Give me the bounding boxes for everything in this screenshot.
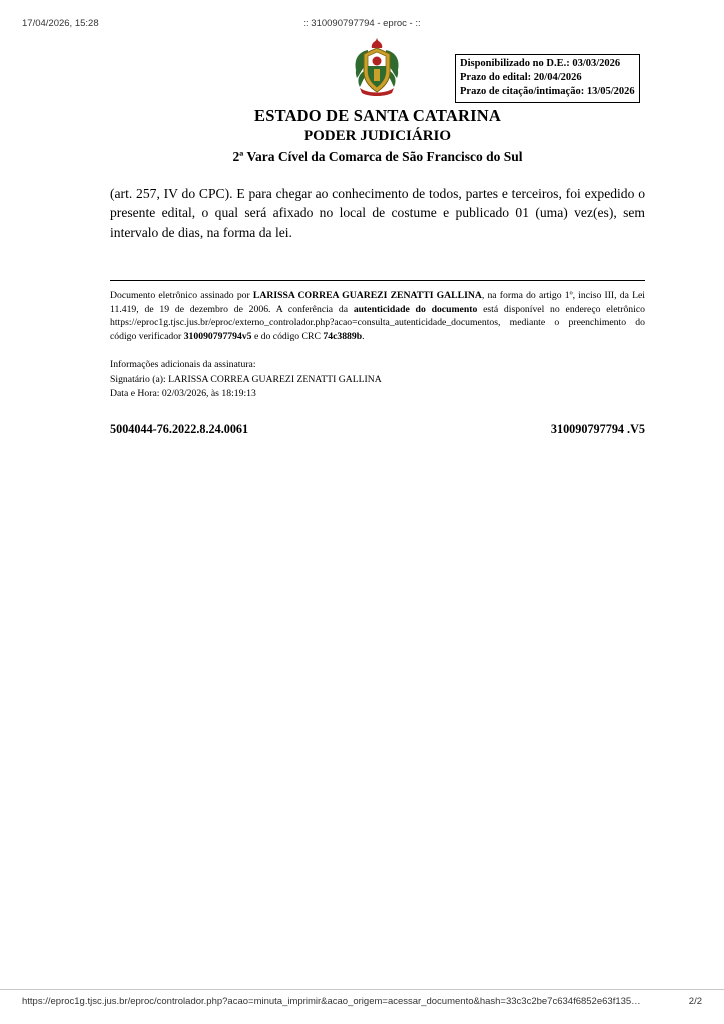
body-paragraph: (art. 257, IV do CPC). E para chegar ao conhecimento de todos, partes e terceiros, foi expedido o presente edital, o qual será afixado no local de costume e publicado 01 (uma) vez(es), sem intervalo de dias, na forma da lei. [110, 186, 645, 240]
info-box-label-disponibilizado: Disponibilizado no D.E.: [460, 58, 570, 69]
signature-divider [110, 280, 645, 281]
signature-signer-name: LARISSA CORREA GUAREZI ZENATTI GALLINA [252, 289, 482, 301]
crest-row [110, 36, 645, 98]
print-header [0, 18, 724, 32]
additional-info-datetime: Data e Hora: 02/03/2026, às 18:19:13 [110, 388, 256, 400]
document-footer-row [110, 422, 645, 440]
signature-authenticity-label: autenticidade do documento [353, 303, 478, 315]
page-title-branch: PODER JUDICIÁRIO [303, 128, 452, 144]
info-box-value-disponibilizado: 03/03/2026 [572, 58, 621, 69]
signature-period: . [362, 331, 365, 343]
signature-crc-code: 74c3889b [323, 331, 363, 343]
additional-info-signer: Signatário (a): LARISSA CORREA GUAREZI ZENATTI GALLINA [110, 373, 382, 385]
signature-law-text: , na forma do artigo 1º, inciso III, da Lei 11.419, de 19 de dezembro de 2006. A conferência da [110, 289, 645, 315]
signature-url-text: está disponível no endereço eletrônico https://eproc1g.tjsc.jus.br/eproc/externo_controlador.php?acao=consulta_autenticidade_documentos, mediante o preenchimento do código verificador [110, 303, 645, 343]
signature-verifier-code: 310090797794v5 [183, 331, 252, 343]
info-box-value-prazo-edital: 20/04/2026 [533, 71, 582, 83]
print-footer-page: 2/2 [688, 996, 702, 1007]
info-box-value-prazo-citacao: 13/05/2026 [586, 85, 635, 97]
signature-block [110, 289, 645, 344]
info-box-label-prazo-citacao: Prazo de citação/intimação: [460, 85, 585, 97]
signature-between-codes: e do código CRC [251, 331, 324, 343]
page-title-state: ESTADO DE SANTA CATARINA [254, 106, 501, 125]
print-header-datetime: 17/04/2026, 15:28 [22, 18, 99, 29]
info-box-row-disponibilizado [460, 57, 635, 71]
coat-of-arms-icon [348, 36, 406, 98]
additional-signature-info [110, 358, 645, 402]
page-title-court: 2ª Vara Cível da Comarca de São Francisco do Sul [232, 149, 523, 164]
additional-info-title: Informações adicionais da assinatura: [110, 358, 256, 370]
print-footer-url: https://eproc1g.tjsc.jus.br/eproc/controlador.php?acao=minuta_imprimir&acao_origem=acessar_documento&hash=33c3c2be7c634f6852e63f135… [22, 996, 641, 1007]
document-id: 310090797794 .V5 [550, 421, 645, 436]
signature-intro: Documento eletrônico assinado por [110, 289, 253, 301]
process-number: 5004044-76.2022.8.24.0061 [110, 421, 249, 436]
info-box-row-prazo-citacao [460, 85, 635, 99]
print-header-title: :: 310090797794 - eproc - :: [303, 18, 421, 29]
footer-divider [0, 989, 724, 990]
info-box-row-prazo-edital [460, 71, 635, 85]
publication-info-box [455, 54, 640, 103]
document-content [110, 36, 645, 440]
info-box-label-prazo-edital: Prazo do edital: [460, 71, 532, 83]
print-footer [0, 996, 724, 1010]
